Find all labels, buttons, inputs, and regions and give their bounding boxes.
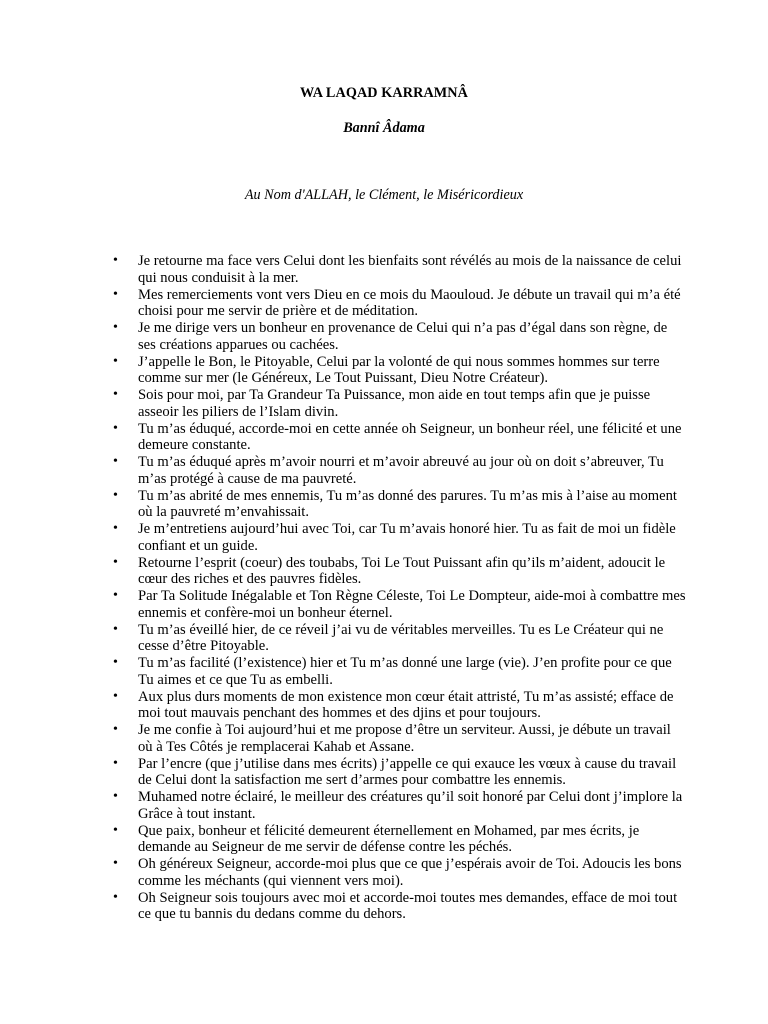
bullet-icon: •: [113, 286, 118, 302]
list-item-text: Tu m’as éduqué après m’avoir nourri et m’avoir abreuvé au jour où on doit s’abreuver, Tu m’as protégé à cause de ma pauvreté.: [138, 454, 664, 487]
list-item: [0, 722, 768, 756]
bullet-icon: •: [113, 588, 118, 603]
list-item-text: Oh Seigneur sois toujours avec moi et accorde-moi toutes mes demandes, efface de moi tout ce que tu bannis du dedans comme du dehors.: [138, 889, 678, 923]
list-item-text: Oh généreux Seigneur, accorde-moi plus que ce que j’espérais avoir de Toi. Adoucis les bons comme les méchants (qui viennent vers moi).: [138, 856, 682, 889]
list-item-text: J’appelle le Bon, le Pitoyable, Celui par la volonté de qui nous sommes hommes sur terre comme sur mer (le Généreux, Le Tout Puissant, Dieu Notre Créateur).: [138, 353, 660, 387]
list-item: [0, 756, 768, 790]
list-item-text: Tu m’as facilité (l’existence) hier et Tu m’as donné une large (vie). J’en profite pour ce que Tu aimes et ce que Tu as embelli.: [138, 655, 672, 688]
bullet-icon: •: [113, 387, 118, 402]
bullet-icon: •: [113, 554, 118, 570]
list-item: [0, 421, 768, 455]
list-item: [0, 789, 768, 823]
list-item-text: Je me dirige vers un bonheur en provenance de Celui qui n’a pas d’égal dans son règne, de ses créations apparues ou cachées.: [138, 320, 668, 353]
list-item-text: Tu m’as abrité de mes ennemis, Tu m’as donné des parures. Tu m’as mis à l’aise au moment où la pauvreté m’envahissait.: [138, 487, 677, 521]
bullet-icon: •: [113, 889, 118, 905]
list-item: [0, 890, 768, 924]
verse-list: [0, 253, 768, 923]
list-item-text: Mes remerciements vont vers Dieu en ce mois du Maouloud. Je débute un travail qui m’a été choisi pour me servir de prière et de méditation.: [138, 286, 681, 320]
list-item: [0, 387, 768, 421]
bullet-icon: •: [113, 655, 118, 670]
list-item-text: Je me confie à Toi aujourd’hui et me propose d’être un serviteur. Aussi, je débute un travail où à Tes Côtés je remplacerai Kahab et Assane.: [138, 722, 671, 755]
list-item-text: Que paix, bonheur et félicité demeurent éternellement en Mohamed, par mes écrits, je demande au Seigneur de me servir de défense contre les péchés.: [138, 822, 640, 856]
list-item-text: Tu m’as éduqué, accorde-moi en cette année oh Seigneur, un bonheur réel, une félicité et une demeure constante.: [138, 420, 682, 454]
document-subtitle: Bannî Âdama: [343, 120, 425, 136]
bullet-icon: •: [113, 320, 118, 335]
bullet-icon: •: [113, 688, 118, 704]
bullet-icon: •: [113, 755, 118, 771]
list-item-text: Je retourne ma face vers Celui dont les bienfaits sont révélés au mois de la naissance de celui qui nous conduisit à la mer.: [138, 253, 682, 286]
bullet-icon: •: [113, 789, 118, 804]
bullet-icon: •: [113, 353, 118, 369]
bullet-icon: •: [113, 621, 118, 637]
list-item: [0, 823, 768, 857]
list-item: [0, 689, 768, 723]
list-item-text: Sois pour moi, par Ta Grandeur Ta Puissance, mon aide en tout temps afin que je puisse asseoir les piliers de l’Islam divin.: [138, 387, 651, 420]
list-item-text: Aux plus durs moments de mon existence mon cœur était attristé, Tu m’as assisté; efface de moi tout mauvais penchant des hommes et des djins et pour toujours.: [138, 688, 674, 722]
list-item: [0, 655, 768, 689]
document-title: WA LAQAD KARRAMNÂ: [299, 85, 468, 101]
list-item: [0, 622, 768, 656]
list-item: [0, 253, 768, 287]
bullet-icon: •: [113, 521, 118, 536]
list-item: [0, 454, 768, 488]
list-item-text: Retourne l’esprit (coeur) des toubabs, Toi Le Tout Puissant afin qu’ils m’aident, adoucit le cœur des riches et des pauvres fidèles.: [138, 554, 666, 588]
list-item: [0, 588, 768, 622]
bullet-icon: •: [113, 253, 118, 268]
bullet-icon: •: [113, 722, 118, 737]
bullet-icon: •: [113, 454, 118, 469]
list-item: [0, 320, 768, 354]
list-item: [0, 555, 768, 589]
list-item: [0, 354, 768, 388]
invocation-line: Au Nom d'ALLAH, le Clément, le Miséricordieux: [244, 187, 524, 203]
list-item: [0, 488, 768, 522]
list-item: [0, 521, 768, 555]
list-item: [0, 287, 768, 321]
bullet-icon: •: [113, 822, 118, 838]
bullet-icon: •: [113, 487, 118, 503]
bullet-icon: •: [113, 420, 118, 436]
list-item: [0, 856, 768, 890]
bullet-icon: •: [113, 856, 118, 871]
list-item-text: Tu m’as éveillé hier, de ce réveil j’ai vu de véritables merveilles. Tu es Le Créateur qui ne cesse d’être Pitoyable.: [138, 621, 664, 655]
list-item-text: Par l’encre (que j’utilise dans mes écrits) j’appelle ce qui exauce les vœux à cause du travail de Celui dont la satisfaction me sert d’armes pour combattre les ennemis.: [138, 755, 677, 789]
list-item-text: Muhamed notre éclairé, le meilleur des créatures qu’il soit honoré par Celui dont j’implore la Grâce à tout instant.: [138, 789, 683, 822]
list-item-text: Je m’entretiens aujourd’hui avec Toi, car Tu m’avais honoré hier. Tu as fait de moi un fidèle confiant et un guide.: [138, 521, 676, 554]
list-item-text: Par Ta Solitude Inégalable et Ton Règne Céleste, Toi Le Dompteur, aide-moi à combattre mes ennemis et confère-moi un bonheur éternel.: [138, 588, 686, 621]
